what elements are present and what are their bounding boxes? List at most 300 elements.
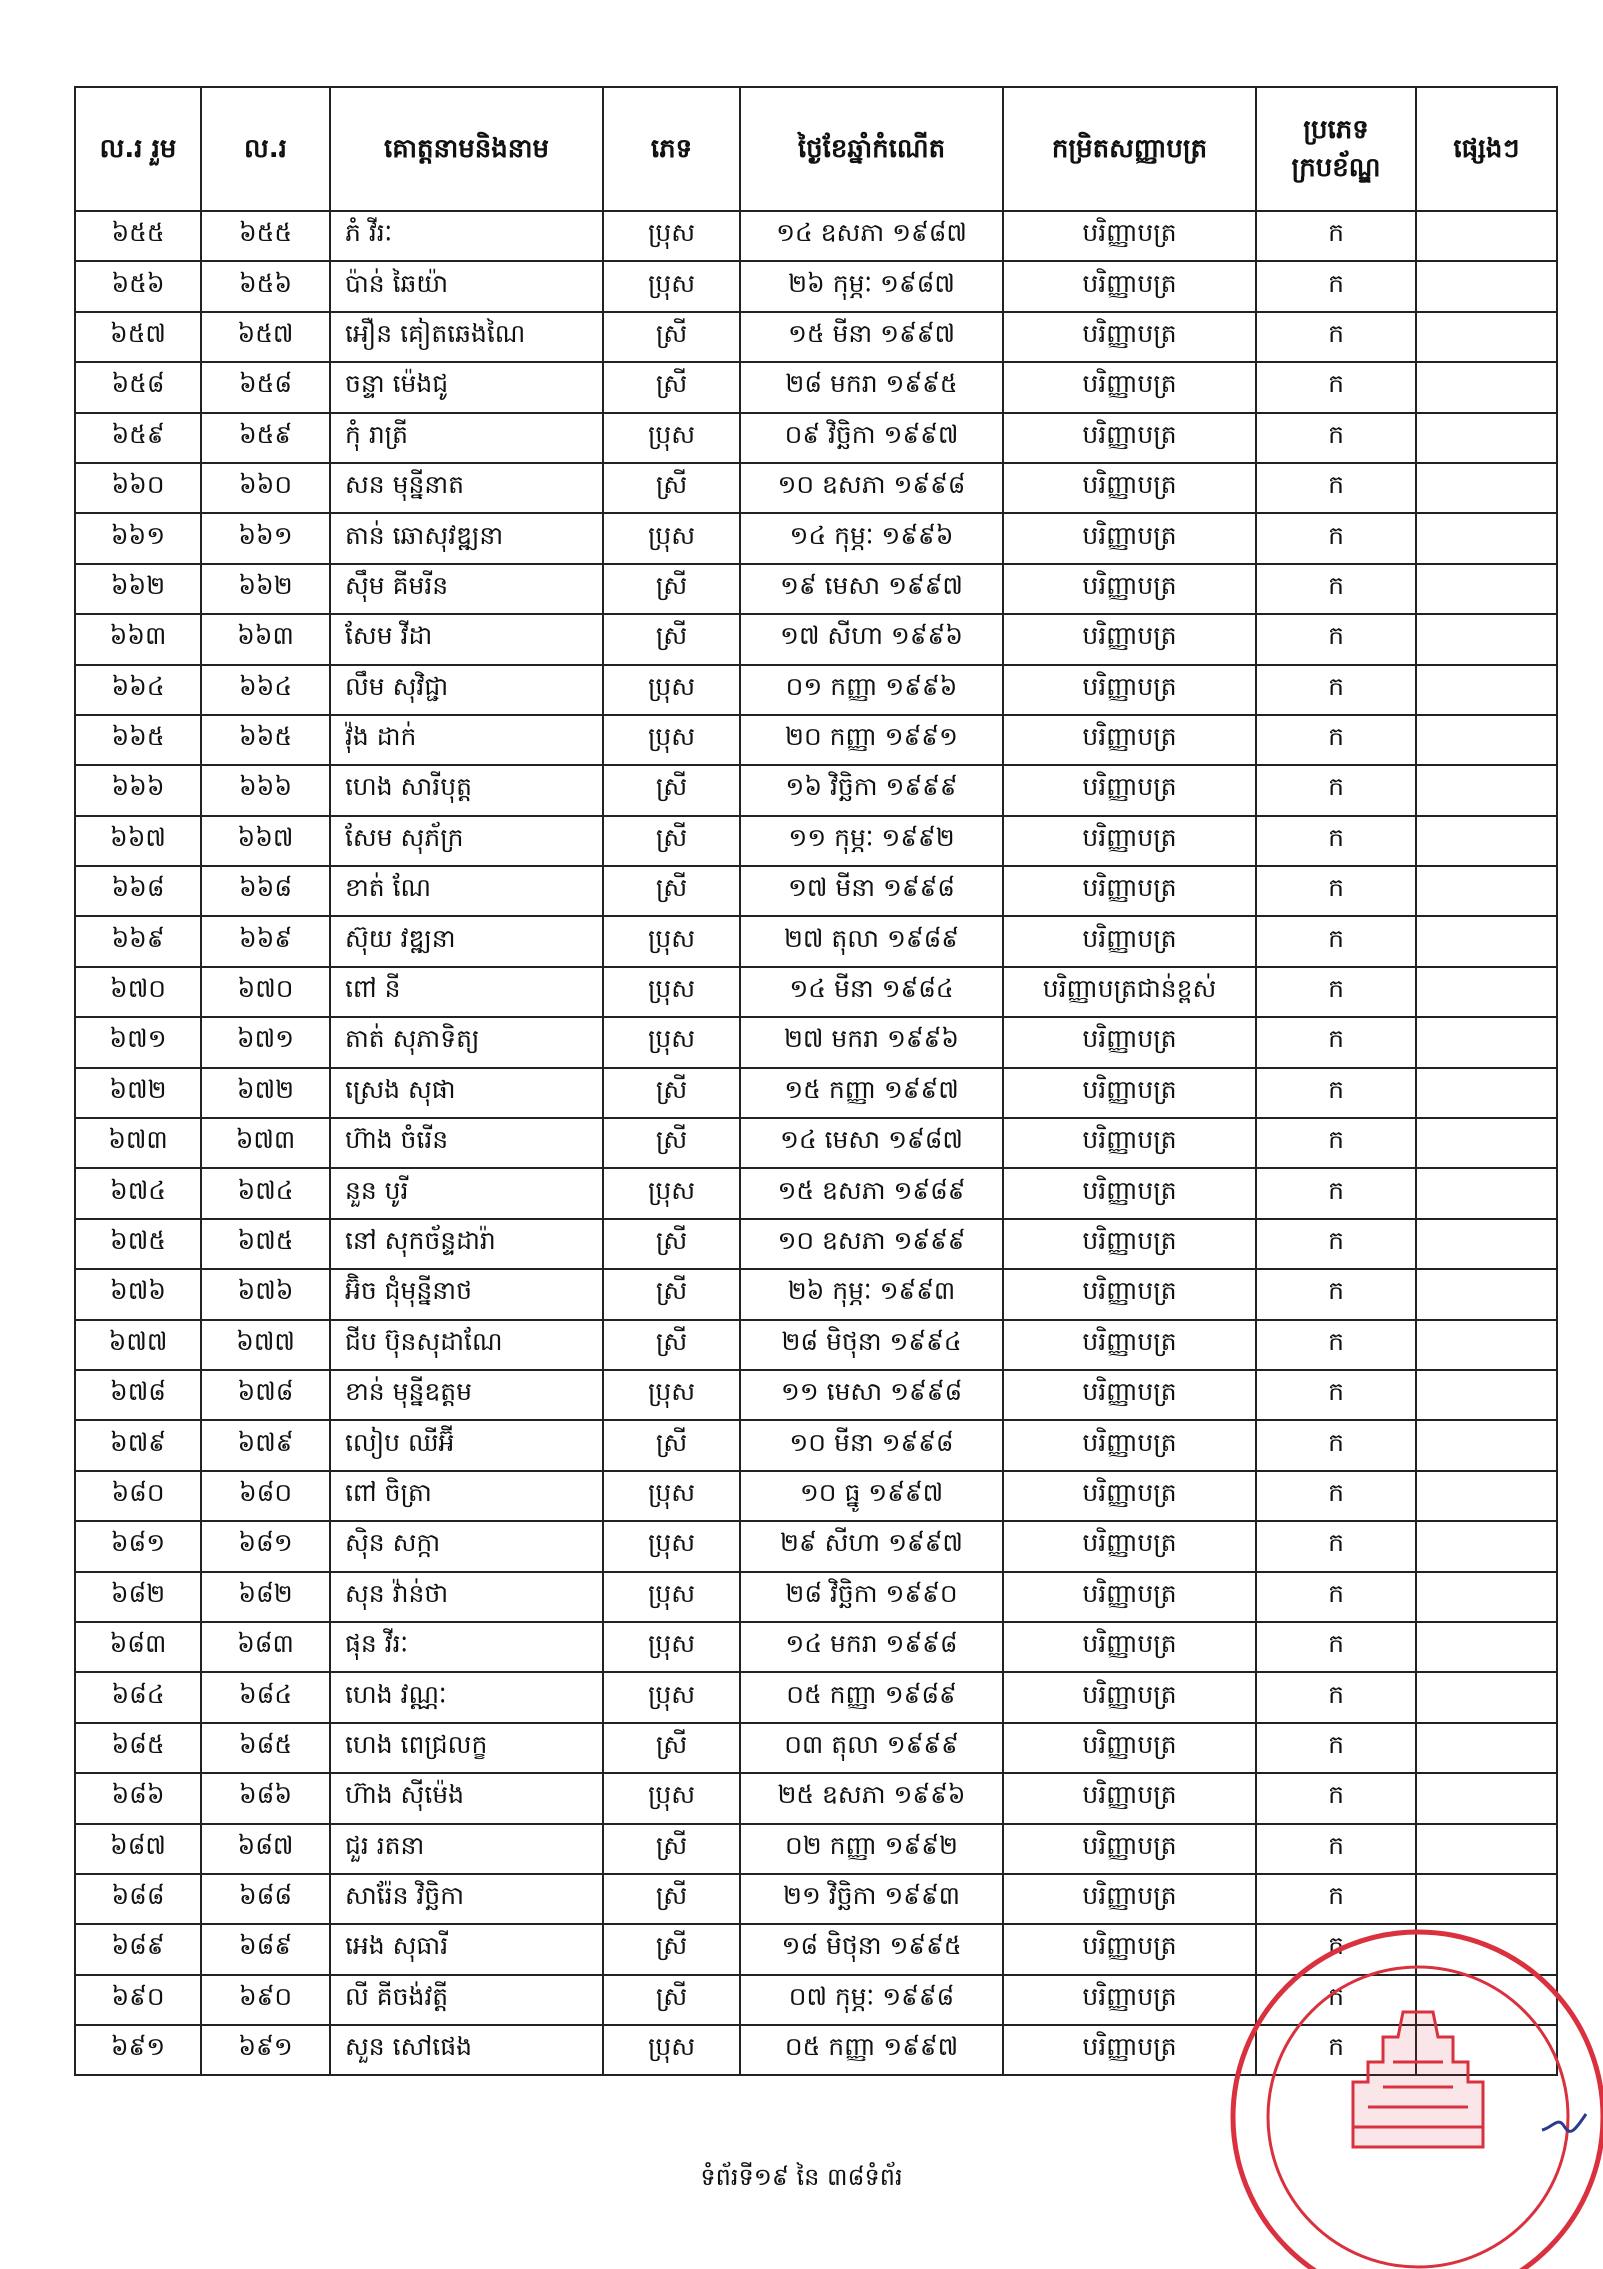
number-cell: ៦៧៥ (201, 1219, 330, 1269)
number-cell: ៦៧៧ (201, 1320, 330, 1370)
gender-cell: ស្រី (603, 1420, 740, 1470)
overall-number-cell: ៦៦៦ (75, 765, 201, 815)
degree-cell: បរិញ្ញាបត្រ (1003, 1874, 1256, 1924)
remarks-cell (1416, 1572, 1557, 1622)
dob-cell: ១១ កុម្ភៈ ១៩៩២ (740, 816, 1003, 866)
framework-cell: ក (1256, 1017, 1416, 1067)
name-cell: អ៊ិច ជុំមុន្នីនាថ (330, 1269, 603, 1319)
gender-cell: ប្រុស (603, 211, 740, 261)
name-cell: ភំ វីរៈ (330, 211, 603, 261)
gender-cell: ស្រី (603, 362, 740, 412)
table-row (75, 1572, 1557, 1622)
remarks-cell (1416, 1168, 1557, 1218)
table-row (75, 211, 1557, 261)
table-row (75, 1874, 1557, 1924)
gender-cell: ប្រុស (603, 1622, 740, 1672)
degree-cell: បរិញ្ញាបត្រ (1003, 1824, 1256, 1874)
degree-cell: បរិញ្ញាបត្រ (1003, 916, 1256, 966)
dob-cell: ១០ ឧសភា ១៩៩៨ (740, 463, 1003, 513)
framework-cell: ក (1256, 1924, 1416, 1974)
overall-number-cell: ៦៧៨ (75, 1370, 201, 1420)
remarks-cell (1416, 715, 1557, 765)
table-row (75, 1672, 1557, 1722)
degree-cell: បរិញ្ញាបត្រ (1003, 1118, 1256, 1168)
dob-cell: ២៩ សីហា ១៩៩៧ (740, 1521, 1003, 1571)
number-cell: ៦៧៩ (201, 1420, 330, 1470)
dob-cell: ១៤ មេសា ១៩៨៧ (740, 1118, 1003, 1168)
overall-number-cell: ៦៨៦ (75, 1773, 201, 1823)
remarks-cell (1416, 916, 1557, 966)
framework-cell: ក (1256, 463, 1416, 513)
gender-cell: ប្រុស (603, 1017, 740, 1067)
table-row (75, 1370, 1557, 1420)
degree-cell: បរិញ្ញាបត្រ (1003, 1471, 1256, 1521)
name-cell: ផុន វីរៈ (330, 1622, 603, 1672)
number-cell: ៦៦៩ (201, 916, 330, 966)
number-cell: ៦៨១ (201, 1521, 330, 1571)
overall-number-cell: ៦៦៣ (75, 614, 201, 664)
remarks-cell (1416, 1521, 1557, 1571)
remarks-cell (1416, 1874, 1557, 1924)
degree-cell: បរិញ្ញាបត្រ (1003, 1672, 1256, 1722)
framework-cell: ក (1256, 1471, 1416, 1521)
overall-number-cell: ៦៦៩ (75, 916, 201, 966)
dob-cell: ១៤ ឧសភា ១៩៨៧ (740, 211, 1003, 261)
overall-number-cell: ៦៧២ (75, 1068, 201, 1118)
table-row (75, 513, 1557, 563)
name-cell: សុន វ៉ាន់ថា (330, 1572, 603, 1622)
gender-cell: ប្រុស (603, 1471, 740, 1521)
name-cell: អេង សុធារី (330, 1924, 603, 1974)
gender-cell: ស្រី (603, 816, 740, 866)
overall-number-cell: ៦៨៣ (75, 1622, 201, 1672)
overall-number-cell: ៦៧១ (75, 1017, 201, 1067)
framework-cell: ក (1256, 1320, 1416, 1370)
header-date-of-birth: ថ្ងៃខែឆ្នាំកំណើត (740, 87, 1003, 211)
overall-number-cell: ៦៥៦ (75, 261, 201, 311)
name-cell: វ៉ុង ដាក់ (330, 715, 603, 765)
number-cell: ៦៨៦ (201, 1773, 330, 1823)
dob-cell: ១១ មេសា ១៩៩៨ (740, 1370, 1003, 1420)
name-cell: ហេង សារីបុត្ត (330, 765, 603, 815)
remarks-cell (1416, 765, 1557, 815)
overall-number-cell: ៦៦៨ (75, 866, 201, 916)
dob-cell: ១៥ ឧសភា ១៩៨៩ (740, 1168, 1003, 1218)
framework-cell: ក (1256, 866, 1416, 916)
remarks-cell (1416, 665, 1557, 715)
name-cell: តាន់ ឆោសុវឌ្ឍនា (330, 513, 603, 563)
dob-cell: ០១ កញ្ញា ១៩៩៦ (740, 665, 1003, 715)
name-cell: នៅ សុកច័ន្ទដារ៉ា (330, 1219, 603, 1269)
remarks-cell (1416, 362, 1557, 412)
name-cell: ប៉ាន់ ឆៃយ៉ា (330, 261, 603, 311)
page-number: ទំព័រទី១៩ នៃ ៣៨ទំព័រ (700, 2163, 903, 2191)
number-cell: ៦៦៧ (201, 816, 330, 866)
degree-cell: បរិញ្ញាបត្រ (1003, 1068, 1256, 1118)
remarks-cell (1416, 1017, 1557, 1067)
gender-cell: ស្រី (603, 1874, 740, 1924)
framework-cell: ក (1256, 513, 1416, 563)
framework-cell: ក (1256, 1118, 1416, 1168)
overall-number-cell: ៦៦៥ (75, 715, 201, 765)
name-cell: ហ៊ាង ស៊ីម៉េង (330, 1773, 603, 1823)
table-row (75, 916, 1557, 966)
framework-cell: ក (1256, 1975, 1416, 2025)
name-cell: ជីប ប៊ុនសុដាណែ (330, 1320, 603, 1370)
number-cell: ៦៥៧ (201, 312, 330, 362)
table-row (75, 665, 1557, 715)
framework-cell: ក (1256, 916, 1416, 966)
remarks-cell (1416, 413, 1557, 463)
framework-cell: ក (1256, 413, 1416, 463)
gender-cell: ប្រុស (603, 967, 740, 1017)
degree-cell: បរិញ្ញាបត្រ (1003, 715, 1256, 765)
name-cell: ជួរ រតនា (330, 1824, 603, 1874)
degree-cell: បរិញ្ញាបត្រ (1003, 413, 1256, 463)
overall-number-cell: ៦៥៥ (75, 211, 201, 261)
overall-number-cell: ៦៨៤ (75, 1672, 201, 1722)
name-cell: អឿន គៀតឆេងណៃ (330, 312, 603, 362)
degree-cell: បរិញ្ញាបត្រ (1003, 1168, 1256, 1218)
gender-cell: ស្រី (603, 463, 740, 513)
degree-cell: បរិញ្ញាបត្រ (1003, 1924, 1256, 1974)
name-cell: ស៊ឹម គីមរីន (330, 564, 603, 614)
overall-number-cell: ៦៦២ (75, 564, 201, 614)
dob-cell: ០៥ កញ្ញា ១៩៨៩ (740, 1672, 1003, 1722)
overall-number-cell: ៦៨៧ (75, 1824, 201, 1874)
remarks-cell (1416, 1723, 1557, 1773)
degree-cell: បរិញ្ញាបត្រ (1003, 564, 1256, 614)
dob-cell: ០៥ កញ្ញា ១៩៩៧ (740, 2025, 1003, 2075)
degree-cell: បរិញ្ញាបត្រ (1003, 665, 1256, 715)
signature-mark (1540, 2108, 1590, 2138)
framework-cell: ក (1256, 2025, 1416, 2075)
framework-cell: ក (1256, 715, 1416, 765)
remarks-cell (1416, 1824, 1557, 1874)
table-row (75, 1017, 1557, 1067)
gender-cell: ប្រុស (603, 1773, 740, 1823)
degree-cell: បរិញ្ញាបត្រ (1003, 1572, 1256, 1622)
remarks-cell (1416, 1773, 1557, 1823)
table-row (75, 816, 1557, 866)
number-cell: ៦៦០ (201, 463, 330, 513)
dob-cell: ២៨ វិច្ឆិកា ១៩៩០ (740, 1572, 1003, 1622)
table-row (75, 261, 1557, 311)
gender-cell: ស្រី (603, 1824, 740, 1874)
overall-number-cell: ៦៨៨ (75, 1874, 201, 1924)
name-cell: ខាត់ ណែ (330, 866, 603, 916)
remarks-cell (1416, 967, 1557, 1017)
table-row (75, 1320, 1557, 1370)
degree-cell: បរិញ្ញាបត្រ (1003, 866, 1256, 916)
framework-cell: ក (1256, 1622, 1416, 1672)
gender-cell: ស្រី (603, 1219, 740, 1269)
remarks-cell (1416, 1672, 1557, 1722)
dob-cell: ២៧ មករា ១៩៩៦ (740, 1017, 1003, 1067)
degree-cell: បរិញ្ញាបត្រ (1003, 614, 1256, 664)
dob-cell: ២៥ ឧសភា ១៩៩៦ (740, 1773, 1003, 1823)
name-cell: ពៅ ចិត្រា (330, 1471, 603, 1521)
name-cell: សែម សុភ័ក្រ (330, 816, 603, 866)
degree-cell: បរិញ្ញាបត្រ (1003, 312, 1256, 362)
number-cell: ៦៨២ (201, 1572, 330, 1622)
overall-number-cell: ៦៩០ (75, 1975, 201, 2025)
table-row (75, 1723, 1557, 1773)
gender-cell: ស្រី (603, 1975, 740, 2025)
header-overall-number: ល.រ រួម (75, 87, 201, 211)
name-cell: ពៅ នី (330, 967, 603, 1017)
number-cell: ៦៧២ (201, 1068, 330, 1118)
degree-cell: បរិញ្ញាបត្រ (1003, 1723, 1256, 1773)
remarks-cell (1416, 564, 1557, 614)
dob-cell: ១០ ឧសភា ១៩៩៩ (740, 1219, 1003, 1269)
gender-cell: ប្រុស (603, 665, 740, 715)
gender-cell: ប្រុស (603, 413, 740, 463)
remarks-cell (1416, 1068, 1557, 1118)
remarks-cell (1416, 1975, 1557, 2025)
name-cell: ហេង វណ្ណៈ (330, 1672, 603, 1722)
dob-cell: ១៦ វិច្ឆិកា ១៩៩៩ (740, 765, 1003, 815)
framework-cell: ក (1256, 1874, 1416, 1924)
framework-cell: ក (1256, 362, 1416, 412)
degree-cell: បរិញ្ញាបត្រ (1003, 2025, 1256, 2075)
table-row (75, 1068, 1557, 1118)
dob-cell: ២៦ កុម្ភៈ ១៩៩៣ (740, 1269, 1003, 1319)
degree-cell: បរិញ្ញាបត្រ (1003, 1269, 1256, 1319)
framework-cell: ក (1256, 1824, 1416, 1874)
remarks-cell (1416, 1471, 1557, 1521)
table-header-row (75, 87, 1557, 211)
number-cell: ៦៦៤ (201, 665, 330, 715)
gender-cell: ប្រុស (603, 1572, 740, 1622)
name-cell: ស៊ុយ វឌ្ឍនា (330, 916, 603, 966)
table-row (75, 2025, 1557, 2075)
gender-cell: ប្រុស (603, 1168, 740, 1218)
number-cell: ៦៧១ (201, 1017, 330, 1067)
framework-cell: ក (1256, 211, 1416, 261)
overall-number-cell: ៦៨៥ (75, 1723, 201, 1773)
number-cell: ៦៨៤ (201, 1672, 330, 1722)
table-body (75, 211, 1557, 2075)
table-row (75, 1168, 1557, 1218)
header-gender: ភេទ (603, 87, 740, 211)
remarks-cell (1416, 816, 1557, 866)
framework-cell: ក (1256, 1672, 1416, 1722)
number-cell: ៦៧៣ (201, 1118, 330, 1168)
gender-cell: ស្រី (603, 1068, 740, 1118)
dob-cell: ១៤ កុម្ភៈ ១៩៩៦ (740, 513, 1003, 563)
remarks-cell (1416, 2025, 1557, 2075)
framework-cell: ក (1256, 1572, 1416, 1622)
framework-cell: ក (1256, 765, 1416, 815)
number-cell: ៦៨០ (201, 1471, 330, 1521)
roster-sheet (74, 86, 1556, 2076)
degree-cell: បរិញ្ញាបត្រ (1003, 816, 1256, 866)
header-degree-level: កម្រិតសញ្ញាបត្រ (1003, 87, 1256, 211)
framework-cell: ក (1256, 261, 1416, 311)
number-cell: ៦៨៥ (201, 1723, 330, 1773)
dob-cell: ១៤ មីនា ១៩៨៤ (740, 967, 1003, 1017)
dob-cell: ០៣ តុលា ១៩៩៩ (740, 1723, 1003, 1773)
dob-cell: ១៥ មីនា ១៩៩៧ (740, 312, 1003, 362)
degree-cell: បរិញ្ញាបត្រ (1003, 463, 1256, 513)
table-row (75, 1118, 1557, 1168)
degree-cell: បរិញ្ញាបត្រ (1003, 1773, 1256, 1823)
table-row (75, 967, 1557, 1017)
degree-cell: បរិញ្ញាបត្រ (1003, 765, 1256, 815)
degree-cell: បរិញ្ញាបត្រ (1003, 1622, 1256, 1672)
overall-number-cell: ៦៩១ (75, 2025, 201, 2075)
name-cell: លី គីចង់វត្តី (330, 1975, 603, 2025)
overall-number-cell: ៦៦៤ (75, 665, 201, 715)
number-cell: ៦៦៣ (201, 614, 330, 664)
degree-cell: បរិញ្ញាបត្រ (1003, 1370, 1256, 1420)
overall-number-cell: ៦៦១ (75, 513, 201, 563)
table-row (75, 564, 1557, 614)
dob-cell: ០២ កញ្ញា ១៩៩២ (740, 1824, 1003, 1874)
dob-cell: ២៨ មិថុនា ១៩៩៤ (740, 1320, 1003, 1370)
number-cell: ៦៥៥ (201, 211, 330, 261)
framework-cell: ក (1256, 665, 1416, 715)
framework-cell: ក (1256, 312, 1416, 362)
name-cell: សារ៉ែន វិច្ឆិកា (330, 1874, 603, 1924)
number-cell: ៦៨៣ (201, 1622, 330, 1672)
number-cell: ៦៩១ (201, 2025, 330, 2075)
table-row (75, 715, 1557, 765)
degree-cell: បរិញ្ញាបត្រ (1003, 1521, 1256, 1571)
table-row (75, 312, 1557, 362)
name-cell: សែម វីដា (330, 614, 603, 664)
gender-cell: ស្រី (603, 1924, 740, 1974)
overall-number-cell: ៦៧៧ (75, 1320, 201, 1370)
name-cell: សន មុន្នីនាត (330, 463, 603, 513)
table-row (75, 1420, 1557, 1470)
name-cell: ចន្ទា ម៉េងជូ (330, 362, 603, 412)
framework-cell: ក (1256, 816, 1416, 866)
dob-cell: ១៧ មីនា ១៩៩៨ (740, 866, 1003, 916)
name-cell: ខាន់ មុន្នីឧត្តម (330, 1370, 603, 1420)
degree-cell: បរិញ្ញាបត្រ (1003, 211, 1256, 261)
framework-cell: ក (1256, 614, 1416, 664)
framework-cell: ក (1256, 1068, 1416, 1118)
gender-cell: ប្រុស (603, 261, 740, 311)
gender-cell: ប្រុស (603, 1370, 740, 1420)
number-cell: ៦៥៩ (201, 413, 330, 463)
degree-cell: បរិញ្ញាបត្រ (1003, 362, 1256, 412)
framework-cell: ក (1256, 967, 1416, 1017)
dob-cell: ១០ មីនា ១៩៩៨ (740, 1420, 1003, 1470)
gender-cell: ស្រី (603, 564, 740, 614)
number-cell: ៦៨៩ (201, 1924, 330, 1974)
framework-cell: ក (1256, 1521, 1416, 1571)
dob-cell: ១៥ កញ្ញា ១៩៩៧ (740, 1068, 1003, 1118)
name-cell: សួន សៅផេង (330, 2025, 603, 2075)
framework-cell: ក (1256, 1420, 1416, 1470)
remarks-cell (1416, 1622, 1557, 1672)
gender-cell: ប្រុស (603, 1672, 740, 1722)
remarks-cell (1416, 1118, 1557, 1168)
dob-cell: ១៩ មេសា ១៩៩៧ (740, 564, 1003, 614)
table-row (75, 1219, 1557, 1269)
overall-number-cell: ៦៨០ (75, 1471, 201, 1521)
number-cell: ៦៦៦ (201, 765, 330, 815)
number-cell: ៦៧៤ (201, 1168, 330, 1218)
gender-cell: ប្រុស (603, 916, 740, 966)
table-row (75, 765, 1557, 815)
table-row (75, 1975, 1557, 2025)
gender-cell: ប្រុស (603, 715, 740, 765)
overall-number-cell: ៦៧៤ (75, 1168, 201, 1218)
remarks-cell (1416, 1320, 1557, 1370)
degree-cell: បរិញ្ញាបត្រ (1003, 513, 1256, 563)
header-remarks: ផ្សេងៗ (1416, 87, 1557, 211)
dob-cell: ១៨ មិថុនា ១៩៩៥ (740, 1924, 1003, 1974)
name-cell: លឹម សុវិជ្ជា (330, 665, 603, 715)
remarks-cell (1416, 1924, 1557, 1974)
overall-number-cell: ៦៧៩ (75, 1420, 201, 1470)
gender-cell: ស្រី (603, 614, 740, 664)
number-cell: ៦៦៥ (201, 715, 330, 765)
number-cell: ៦៨៨ (201, 1874, 330, 1924)
dob-cell: ១៧ សីហា ១៩៩៦ (740, 614, 1003, 664)
table-row (75, 1471, 1557, 1521)
gender-cell: ស្រី (603, 312, 740, 362)
number-cell: ៦៦២ (201, 564, 330, 614)
remarks-cell (1416, 1269, 1557, 1319)
framework-cell: ក (1256, 1773, 1416, 1823)
dob-cell: ២០ កញ្ញា ១៩៩១ (740, 715, 1003, 765)
dob-cell: ២១ វិច្ឆិកា ១៩៩៣ (740, 1874, 1003, 1924)
number-cell: ៦៥៦ (201, 261, 330, 311)
dob-cell: ២៨ មករា ១៩៩៥ (740, 362, 1003, 412)
number-cell: ៦៦៨ (201, 866, 330, 916)
degree-cell: បរិញ្ញាបត្រ (1003, 1320, 1256, 1370)
remarks-cell (1416, 866, 1557, 916)
header-full-name: គោត្តនាមនិងនាម (330, 87, 603, 211)
framework-cell: ក (1256, 1370, 1416, 1420)
table-row (75, 1269, 1557, 1319)
overall-number-cell: ៦៦៧ (75, 816, 201, 866)
number-cell: ៦៥៨ (201, 362, 330, 412)
overall-number-cell: ៦៥៩ (75, 413, 201, 463)
degree-cell: បរិញ្ញាបត្រ (1003, 1420, 1256, 1470)
name-cell: កុំ រាត្រី (330, 413, 603, 463)
dob-cell: ១០ ធ្នូ ១៩៩៧ (740, 1471, 1003, 1521)
gender-cell: ស្រី (603, 1269, 740, 1319)
number-cell: ៦៦១ (201, 513, 330, 563)
overall-number-cell: ៦៨៩ (75, 1924, 201, 1974)
name-cell: ហ៊ាង ចំរើន (330, 1118, 603, 1168)
number-cell: ៦៧០ (201, 967, 330, 1017)
remarks-cell (1416, 211, 1557, 261)
name-cell: ស្រេង សុផា (330, 1068, 603, 1118)
remarks-cell (1416, 1370, 1557, 1420)
gender-cell: ស្រី (603, 765, 740, 815)
remarks-cell (1416, 312, 1557, 362)
table-row (75, 362, 1557, 412)
table-row (75, 1924, 1557, 1974)
table-row (75, 1521, 1557, 1571)
remarks-cell (1416, 1219, 1557, 1269)
degree-cell: បរិញ្ញាបត្រ (1003, 1219, 1256, 1269)
dob-cell: ២៦ កុម្ភៈ ១៩៨៧ (740, 261, 1003, 311)
gender-cell: ប្រុស (603, 2025, 740, 2075)
overall-number-cell: ៦៧៦ (75, 1269, 201, 1319)
remarks-cell (1416, 1420, 1557, 1470)
name-cell: លៀប ឈីអ៊ី (330, 1420, 603, 1470)
name-cell: តាត់ សុភាទិត្យ (330, 1017, 603, 1067)
table-row (75, 1622, 1557, 1672)
